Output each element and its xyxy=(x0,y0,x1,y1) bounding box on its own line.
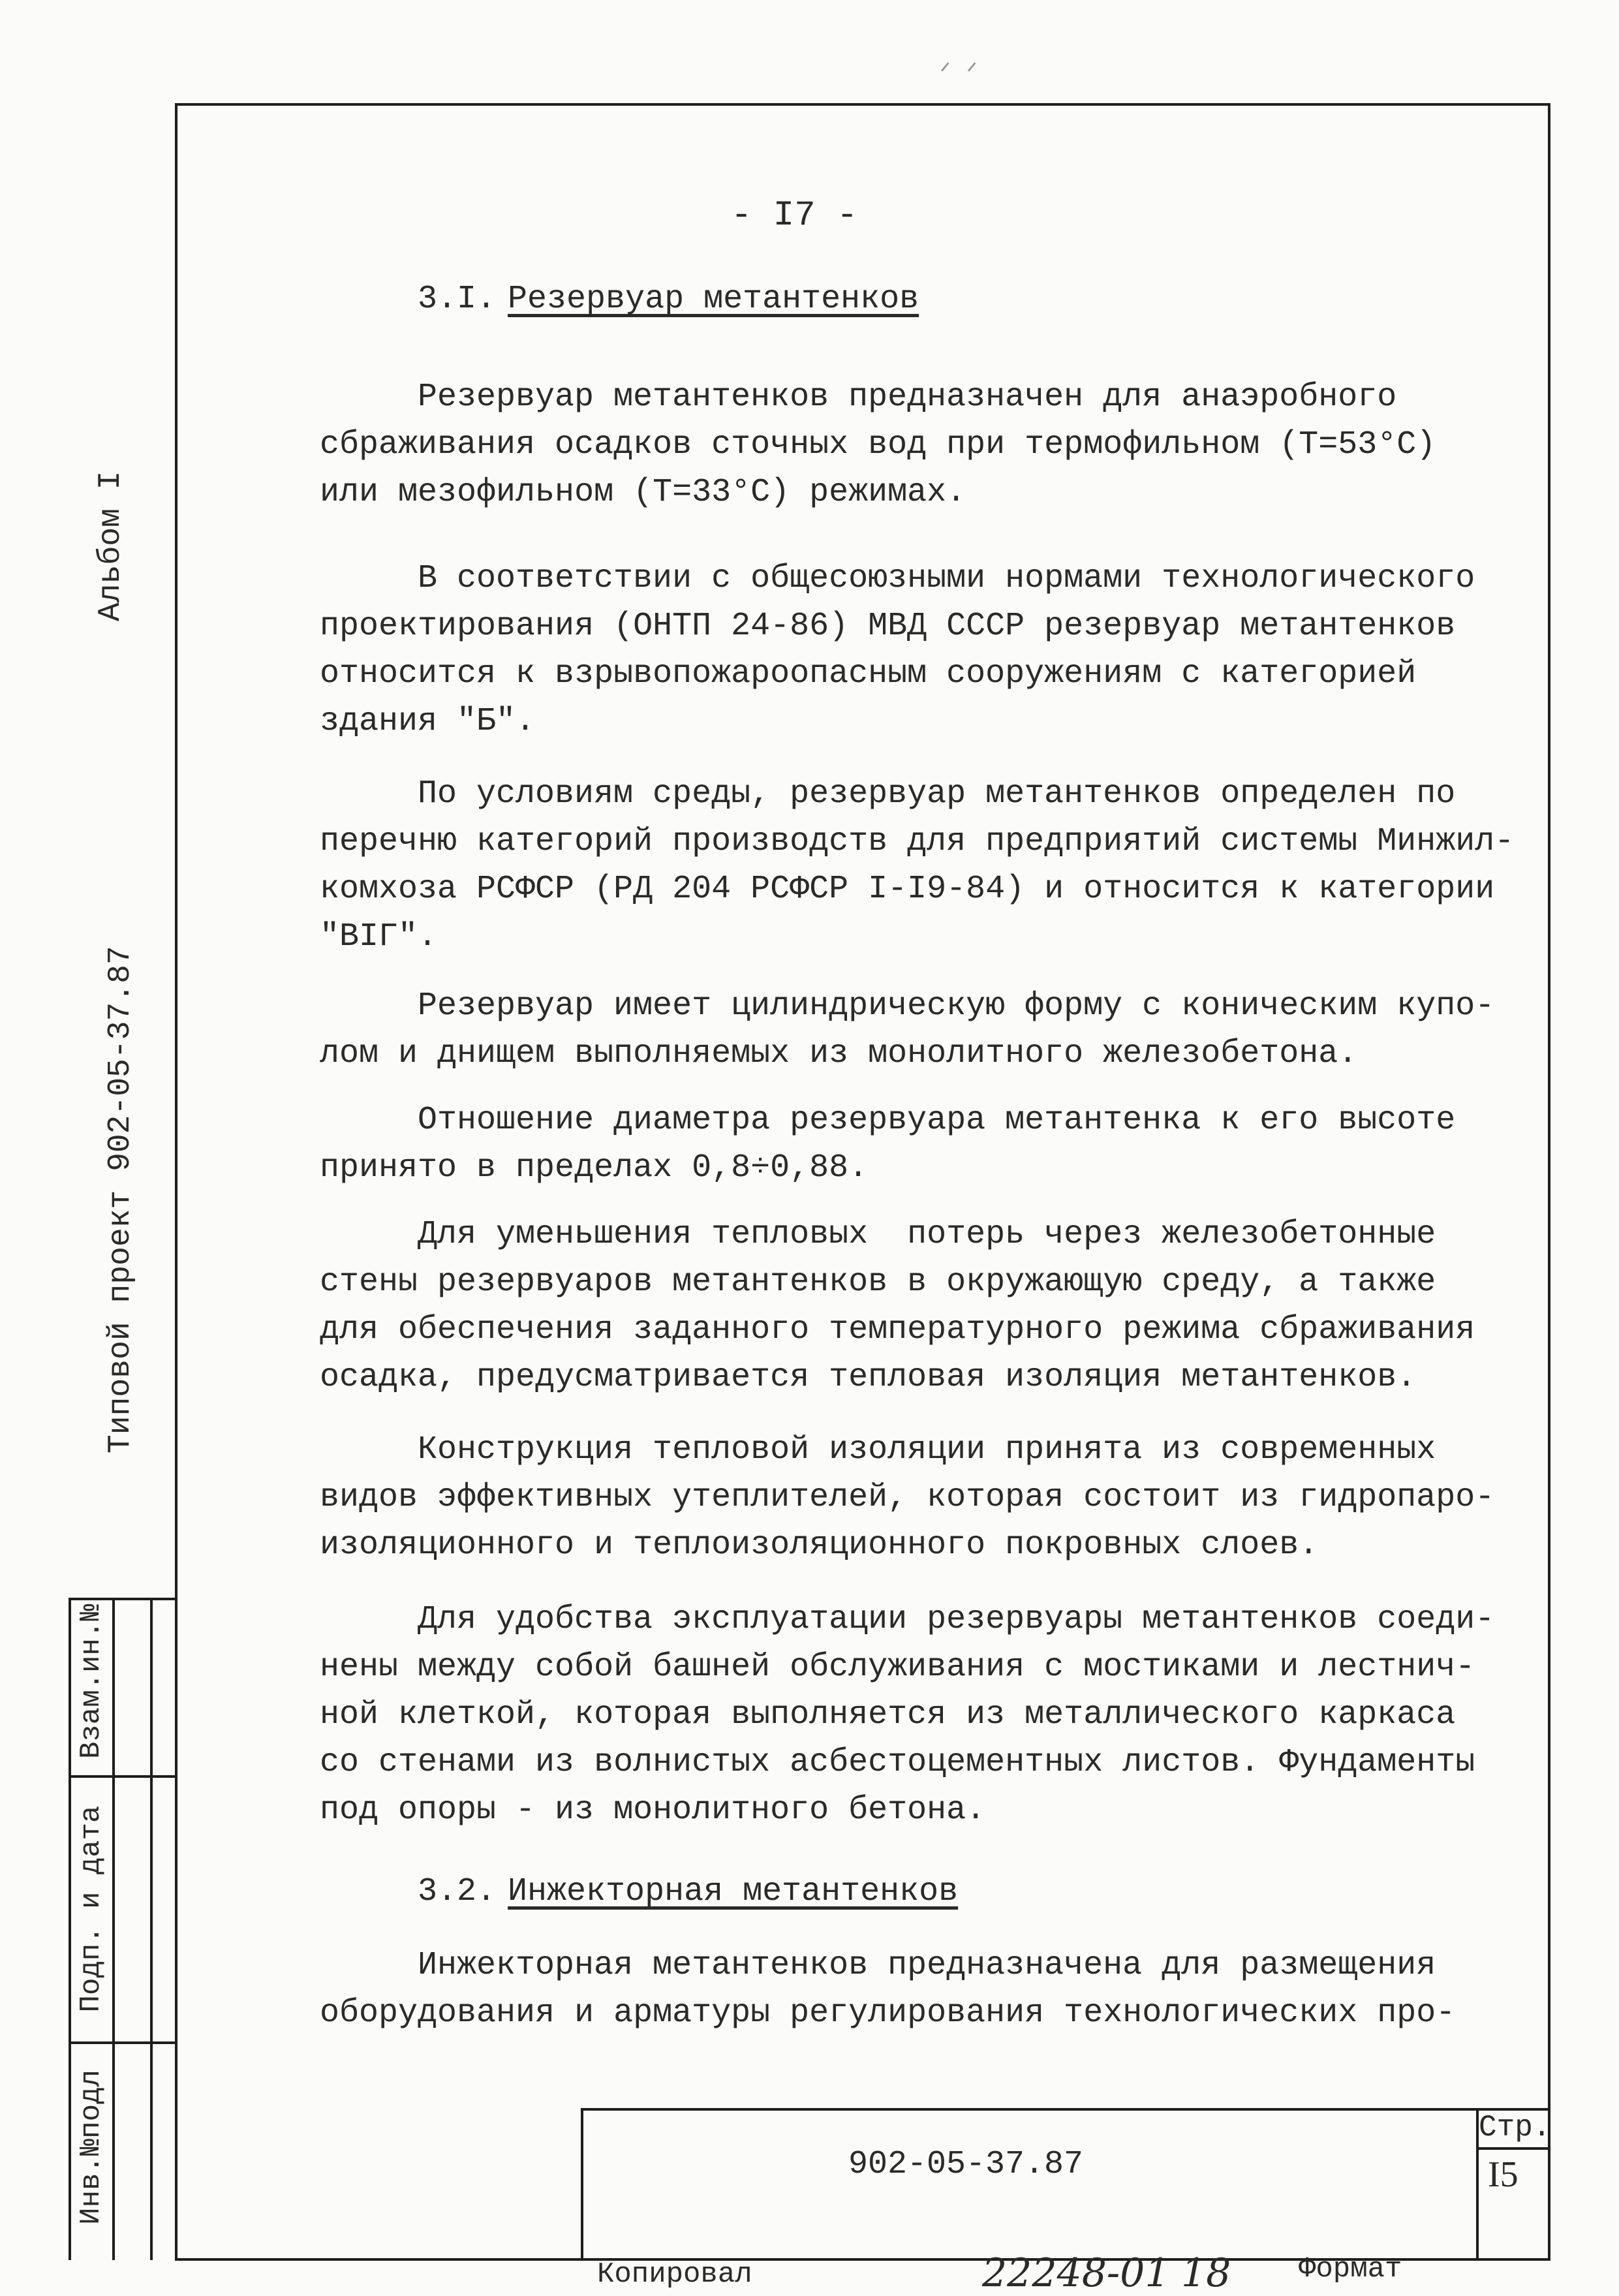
paragraph-line: лом и днищем выполняемых из монолитного железобетона. xyxy=(320,1035,1358,1072)
stamp-label-inventory: Инв.№подл xyxy=(75,2070,108,2225)
paragraph-line: Для удобства эксплуатации резервуары метантенков соеди- xyxy=(418,1601,1495,1638)
title-block-left-line xyxy=(581,2108,583,2261)
paragraph xyxy=(320,1942,1534,2037)
paragraph-line: Для уменьшения тепловых потерь через железобетонные xyxy=(418,1216,1436,1253)
section-number: 3.2. xyxy=(418,1873,497,1910)
paragraph xyxy=(320,555,1534,745)
paragraph-line: перечню категорий производств для предприятий системы Минжил- xyxy=(320,823,1515,860)
album-label: Альбом I xyxy=(93,471,129,621)
paragraph xyxy=(320,1426,1534,1569)
stamp-label-replace: Взам.ин.№ xyxy=(75,1604,108,1759)
copied-label: Копировал xyxy=(597,2258,752,2291)
section-heading xyxy=(418,281,919,318)
stamp-divider-1 xyxy=(69,1775,176,1778)
title-block-code: 902-05-37.87 xyxy=(848,2146,1084,2183)
paragraph-line: "ВIГ". xyxy=(320,918,438,955)
paragraph-line: По условиям среды, резервуар метантенков определен по xyxy=(418,775,1456,813)
stamp-left-edge xyxy=(69,1598,71,2260)
paragraph-line: осадка, предусматривается тепловая изоляция метантенков. xyxy=(320,1359,1417,1396)
stamp-divider-2 xyxy=(69,2041,176,2044)
section-number: 3.I. xyxy=(418,281,497,318)
paragraph-line: Резервуар имеет цилиндрическую форму с коническим купо- xyxy=(418,987,1495,1025)
paragraph xyxy=(320,1211,1534,1401)
title-block-top-line xyxy=(581,2108,1550,2111)
paragraph-line: Отношение диаметра резервуара метантенка к его высоте xyxy=(418,1102,1456,1139)
top-mark: ᐟ ᐟ xyxy=(940,60,978,89)
paragraph-line: относится к взрывопожароопасным сооружениям с категорией xyxy=(320,655,1417,692)
paragraph-line: или мезофильном (Т=33°С) режимах. xyxy=(320,474,966,511)
paragraph xyxy=(320,373,1534,516)
sheet-label: Стр. xyxy=(1479,2111,1551,2145)
paragraph-line: принято в пределах 0,8÷0,88. xyxy=(320,1149,869,1187)
section-title: Инжекторная метантенков xyxy=(508,1873,959,1910)
paragraph-line: Инжекторная метантенков предназначена для размещения xyxy=(418,1947,1436,1984)
paragraph-line: со стенами из волнистых асбестоцементных листов. Фундаменты xyxy=(320,1744,1475,1781)
project-label: Типовой проект 902-05-37.87 xyxy=(103,946,138,1453)
paragraph xyxy=(320,1596,1534,1834)
stamp-column-inner-line xyxy=(150,1598,153,2260)
sheet-number: I5 xyxy=(1488,2154,1519,2195)
section-title: Резервуар метантенков xyxy=(508,281,919,318)
format-label: Формат xyxy=(1299,2253,1402,2286)
paragraph-line: проектирования (ОНТП 24-86) МВД СССР резервуар метантенков xyxy=(320,608,1456,645)
stamp-column-line xyxy=(112,1598,115,2260)
paragraph xyxy=(320,770,1534,961)
section-heading xyxy=(418,1873,958,1910)
stamp-top-line xyxy=(69,1598,176,1600)
paragraph-line: под опоры - из монолитного бетона. xyxy=(320,1792,986,1829)
paragraph-line: нены между собой башней обслуживания с мостиками и лестнич- xyxy=(320,1649,1475,1686)
paragraph-line: В соответствии с общесоюзными нормами технологического xyxy=(418,560,1475,597)
copy-number: 18 xyxy=(1181,2250,1231,2296)
paragraph-line: ной клеткой, которая выполняется из металлического каркаса xyxy=(320,1696,1456,1733)
paragraph xyxy=(320,1096,1534,1192)
paragraph-line: здания "Б". xyxy=(320,703,536,740)
stamp-label-signature: Подп. и дата xyxy=(75,1805,108,2013)
paragraph-line: Конструкция тепловой изоляции принята из современных xyxy=(418,1431,1436,1468)
paragraph-line: Резервуар метантенков предназначен для анаэробного xyxy=(418,379,1397,416)
paragraph-line: комхоза РСФСР (РД 204 РСФСР I-I9-84) и относится к категории xyxy=(320,871,1495,908)
paragraph-line: для обеспечения заданного температурного режима сбраживания xyxy=(320,1311,1475,1348)
paragraph-line: стены резервуаров метантенков в окружающую среду, а также xyxy=(320,1264,1436,1301)
paragraph xyxy=(320,982,1534,1078)
paragraph-line: видов эффективных утеплителей, которая состоит из гидропаро- xyxy=(320,1479,1495,1516)
title-block-sheet-divider xyxy=(1476,2147,1550,2150)
page-number: - I7 - xyxy=(731,196,858,236)
order-number: 22248-01 xyxy=(982,2250,1170,2296)
paragraph-line: сбраживания осадков сточных вод при термофильном (Т=53°С) xyxy=(320,426,1436,463)
paragraph-line: изоляционного и теплоизоляционного покровных слоев. xyxy=(320,1527,1319,1564)
paragraph-line: оборудования и арматуры регулирования технологических про- xyxy=(320,1994,1456,2032)
